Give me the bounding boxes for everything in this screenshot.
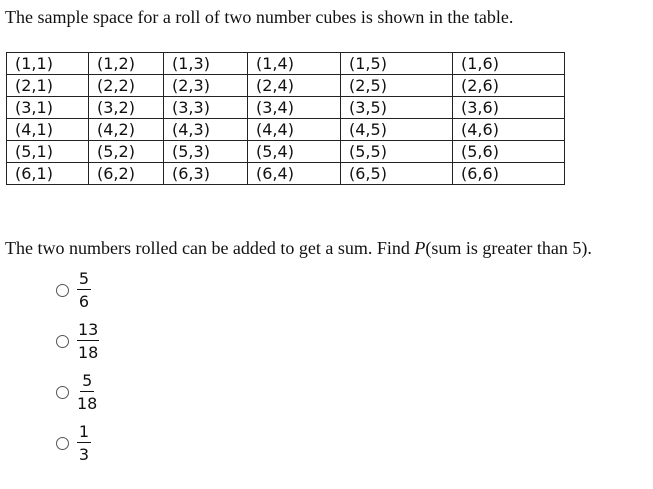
fraction-denominator: 18 <box>78 343 99 362</box>
fraction-numerator: 5 <box>78 269 90 288</box>
table-cell: (1,1) <box>7 53 89 75</box>
table-cell: (1,5) <box>341 53 453 75</box>
table-cell: (2,4) <box>248 75 341 97</box>
fraction <box>77 320 99 362</box>
table-cell: (3,4) <box>248 97 341 119</box>
table-cell: (6,4) <box>248 163 341 185</box>
table-cell: (4,5) <box>341 119 453 141</box>
table-cell: (5,2) <box>89 141 164 163</box>
table-cell: (5,5) <box>341 141 453 163</box>
table-cell: (6,1) <box>7 163 89 185</box>
probability-symbol: P <box>414 238 426 258</box>
table-cell: (4,3) <box>164 119 248 141</box>
fraction <box>77 269 91 311</box>
table-cell: (4,4) <box>248 119 341 141</box>
table-cell: (1,6) <box>453 53 565 75</box>
fraction <box>77 371 97 413</box>
table-cell: (5,6) <box>453 141 565 163</box>
table-row <box>7 163 565 185</box>
fraction-numerator: 13 <box>78 320 99 339</box>
table-cell: (2,1) <box>7 75 89 97</box>
fraction-numerator: 1 <box>78 422 90 441</box>
fraction-denominator: 6 <box>78 292 90 311</box>
table-row <box>7 119 565 141</box>
table-cell: (3,2) <box>89 97 164 119</box>
table-cell: (3,1) <box>7 97 89 119</box>
table-row <box>7 75 565 97</box>
table-cell: (2,6) <box>453 75 565 97</box>
answer-choice-4[interactable] <box>56 420 91 466</box>
radio-button[interactable] <box>56 437 69 450</box>
table-cell: (5,1) <box>7 141 89 163</box>
intro-text: The sample space for a roll of two number cubes is shown in the table. <box>5 7 514 27</box>
table-row <box>7 53 565 75</box>
table-row <box>7 141 565 163</box>
question-before: The two numbers rolled can be added to get a sum. Find <box>5 238 415 258</box>
table-cell: (4,1) <box>7 119 89 141</box>
table-cell: (4,2) <box>89 119 164 141</box>
question-after: (sum is greater than 5). <box>425 238 592 258</box>
table-cell: (2,5) <box>341 75 453 97</box>
table-cell: (4,6) <box>453 119 565 141</box>
table-cell: (3,3) <box>164 97 248 119</box>
fraction <box>77 422 91 464</box>
table-cell: (1,4) <box>248 53 341 75</box>
answer-choice-1[interactable] <box>56 267 91 313</box>
fraction-denominator: 18 <box>77 394 98 413</box>
table-cell: (5,4) <box>248 141 341 163</box>
table-cell: (6,6) <box>453 163 565 185</box>
table-cell: (3,6) <box>453 97 565 119</box>
table-cell: (1,3) <box>164 53 248 75</box>
radio-button[interactable] <box>56 335 69 348</box>
radio-button[interactable] <box>56 284 69 297</box>
table-cell: (6,3) <box>164 163 248 185</box>
sample-space-table <box>6 52 565 185</box>
table-cell: (2,2) <box>89 75 164 97</box>
fraction-numerator: 5 <box>82 371 93 390</box>
radio-button[interactable] <box>56 386 69 399</box>
table-row <box>7 97 565 119</box>
fraction-denominator: 3 <box>78 445 90 464</box>
table-cell: (3,5) <box>341 97 453 119</box>
table-cell: (2,3) <box>164 75 248 97</box>
table-cell: (6,5) <box>341 163 453 185</box>
table-cell: (6,2) <box>89 163 164 185</box>
question-text <box>5 237 592 259</box>
table-cell: (5,3) <box>164 141 248 163</box>
answer-choice-2[interactable] <box>56 318 99 364</box>
answer-choice-3[interactable] <box>56 369 97 415</box>
table-cell: (1,2) <box>89 53 164 75</box>
